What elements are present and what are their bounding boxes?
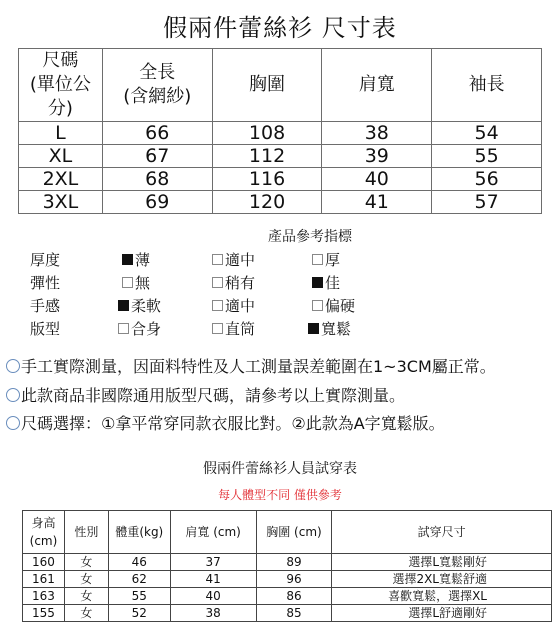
table-cell: 41 bbox=[170, 571, 256, 588]
table-cell: 68 bbox=[102, 168, 212, 191]
table-cell: 96 bbox=[256, 571, 332, 588]
option-straight: 直筒 bbox=[212, 318, 255, 339]
table-cell: 女 bbox=[64, 571, 108, 588]
trial-subtitle: 每人體型不同 僅供參考 bbox=[218, 488, 342, 502]
table-cell: 67 bbox=[102, 145, 212, 168]
table-cell: 86 bbox=[256, 588, 332, 605]
header-length: 全長 (含網紗) bbox=[102, 49, 212, 122]
option-medium: 適中 bbox=[212, 249, 255, 270]
reference-label: 厚度 bbox=[30, 251, 61, 269]
table-cell: 120 bbox=[212, 191, 322, 214]
checkbox-empty-icon bbox=[312, 254, 323, 265]
table-row bbox=[19, 145, 542, 168]
note-size-choice: 尺碼選擇：①拿平常穿同款衣服比對。②此款為A字寬鬆版。 bbox=[6, 411, 445, 434]
checkbox-empty-icon bbox=[118, 323, 129, 334]
header-fit-size: 試穿尺寸 bbox=[332, 511, 552, 554]
table-cell: 62 bbox=[108, 571, 170, 588]
table-cell: 66 bbox=[102, 122, 212, 145]
note-fit-standard: 此款商品非國際通用版型尺碼，請參考以上實際測量。 bbox=[6, 383, 405, 406]
checkbox-checked-icon bbox=[312, 277, 323, 288]
checkbox-empty-icon bbox=[212, 300, 223, 311]
reference-label: 手感 bbox=[30, 297, 61, 315]
header-weight: 體重(kg) bbox=[108, 511, 170, 554]
table-cell: 41 bbox=[322, 191, 432, 214]
trial-title: 假兩件蕾絲衫人員試穿表 bbox=[203, 461, 357, 477]
table-cell: 69 bbox=[102, 191, 212, 214]
option-good: 佳 bbox=[312, 272, 340, 293]
header-height: 身高 (cm) bbox=[23, 511, 65, 554]
header-shoulder: 肩寬 bbox=[322, 49, 432, 122]
option-slight: 稍有 bbox=[212, 272, 255, 293]
checkbox-empty-icon bbox=[122, 277, 133, 288]
table-cell: 57 bbox=[432, 191, 542, 214]
size-table bbox=[18, 48, 542, 214]
table-cell: 163 bbox=[23, 588, 65, 605]
table-cell: 40 bbox=[322, 168, 432, 191]
table-cell: L bbox=[19, 122, 103, 145]
size-table-header bbox=[19, 49, 542, 122]
table-row bbox=[19, 168, 542, 191]
trial-table-header bbox=[23, 511, 552, 554]
table-cell: 155 bbox=[23, 605, 65, 622]
checkbox-checked-icon bbox=[118, 300, 129, 311]
checkbox-empty-icon bbox=[312, 300, 323, 311]
table-cell: 選擇L舒適剛好 bbox=[332, 605, 552, 622]
table-cell: 女 bbox=[64, 588, 108, 605]
table-row bbox=[23, 554, 552, 571]
table-cell: 52 bbox=[108, 605, 170, 622]
table-cell: 54 bbox=[432, 122, 542, 145]
table-row bbox=[19, 191, 542, 214]
checkbox-empty-icon bbox=[212, 254, 223, 265]
reference-label: 版型 bbox=[30, 320, 61, 338]
header-size: 尺碼 (單位公分) bbox=[19, 49, 103, 122]
checkbox-checked-icon bbox=[308, 323, 319, 334]
table-cell: 161 bbox=[23, 571, 65, 588]
table-row bbox=[23, 588, 552, 605]
table-row bbox=[19, 122, 542, 145]
option-thick: 厚 bbox=[312, 249, 340, 270]
header-shoulder: 肩寬 (cm) bbox=[170, 511, 256, 554]
table-cell: 39 bbox=[322, 145, 432, 168]
header-bust: 胸圍 bbox=[212, 49, 322, 122]
option-medium: 適中 bbox=[212, 295, 255, 316]
bullet-circle-icon bbox=[6, 416, 20, 430]
option-thin: 薄 bbox=[122, 249, 150, 270]
checkbox-checked-icon bbox=[122, 254, 133, 265]
page-title: 假兩件蕾絲衫 尺寸表 bbox=[163, 14, 397, 42]
note-measurement: 手工實際測量，因面料特性及人工測量誤差範圍在1~3CM屬正常。 bbox=[6, 354, 496, 377]
bullet-circle-icon bbox=[6, 388, 20, 402]
table-cell: 女 bbox=[64, 605, 108, 622]
reference-label: 彈性 bbox=[30, 274, 61, 292]
checkbox-empty-icon bbox=[212, 323, 223, 334]
table-cell: 選擇L寬鬆剛好 bbox=[332, 554, 552, 571]
option-none: 無 bbox=[122, 272, 150, 293]
table-cell: 56 bbox=[432, 168, 542, 191]
table-cell: 85 bbox=[256, 605, 332, 622]
option-stiff: 偏硬 bbox=[312, 295, 355, 316]
option-loose: 寬鬆 bbox=[308, 318, 351, 339]
table-cell: 46 bbox=[108, 554, 170, 571]
table-cell: 女 bbox=[64, 554, 108, 571]
option-fitted: 合身 bbox=[118, 318, 161, 339]
table-cell: 40 bbox=[170, 588, 256, 605]
header-gender: 性別 bbox=[64, 511, 108, 554]
table-cell: 160 bbox=[23, 554, 65, 571]
table-cell: 55 bbox=[108, 588, 170, 605]
table-cell: 89 bbox=[256, 554, 332, 571]
bullet-circle-icon bbox=[6, 359, 20, 373]
trial-table bbox=[22, 510, 552, 622]
table-cell: XL bbox=[19, 145, 103, 168]
table-cell: 116 bbox=[212, 168, 322, 191]
header-bust: 胸圍 (cm) bbox=[256, 511, 332, 554]
table-cell: 37 bbox=[170, 554, 256, 571]
table-cell: 喜歡寬鬆，選擇XL bbox=[332, 588, 552, 605]
checkbox-empty-icon bbox=[212, 277, 223, 288]
table-cell: 3XL bbox=[19, 191, 103, 214]
table-cell: 選擇2XL寬鬆舒適 bbox=[332, 571, 552, 588]
table-cell: 112 bbox=[212, 145, 322, 168]
table-cell: 108 bbox=[212, 122, 322, 145]
table-cell: 38 bbox=[322, 122, 432, 145]
table-cell: 55 bbox=[432, 145, 542, 168]
header-sleeve: 袖長 bbox=[432, 49, 542, 122]
table-cell: 2XL bbox=[19, 168, 103, 191]
table-cell: 38 bbox=[170, 605, 256, 622]
option-soft: 柔軟 bbox=[118, 295, 161, 316]
table-row bbox=[23, 571, 552, 588]
table-row bbox=[23, 605, 552, 622]
reference-title: 產品參考指標 bbox=[268, 229, 352, 245]
